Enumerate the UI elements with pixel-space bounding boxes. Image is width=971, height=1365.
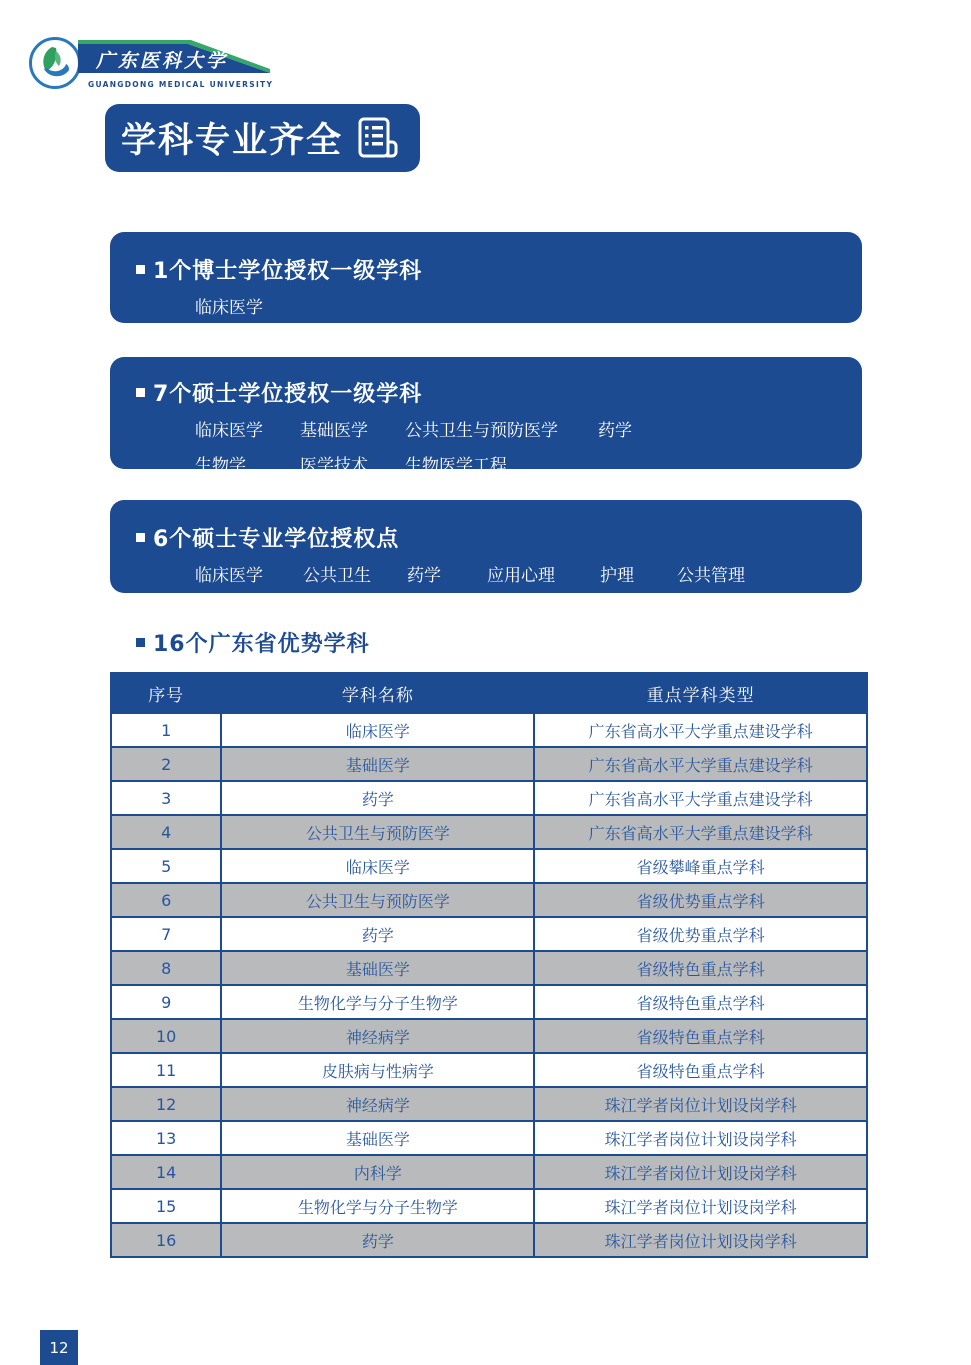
table-row: [111, 951, 867, 985]
logo-leaf-icon: [35, 43, 75, 83]
table-cell: 广东省高水平大学重点建设学科: [534, 713, 867, 747]
table-row: [111, 1053, 867, 1087]
table-cell: 基础医学: [221, 951, 534, 985]
table-row: [111, 815, 867, 849]
square-bullet-icon: [136, 388, 145, 397]
discipline-item: 应用心理: [487, 566, 555, 586]
discipline-item: 生物学: [195, 456, 246, 476]
table-cell: 临床医学: [221, 713, 534, 747]
table-cell: 11: [111, 1053, 221, 1087]
table-cell: 9: [111, 985, 221, 1019]
table-row: [111, 1087, 867, 1121]
table-cell: 省级攀峰重点学科: [534, 849, 867, 883]
key-disciplines-table: [110, 672, 868, 1258]
table-row: [111, 1155, 867, 1189]
box-header: [110, 357, 862, 408]
box-title: 7个硕士学位授权一级学科: [153, 382, 423, 407]
table-cell: 广东省高水平大学重点建设学科: [534, 815, 867, 849]
university-name-en: GUANGDONG MEDICAL UNIVERSITY: [88, 80, 274, 89]
table-row: [111, 849, 867, 883]
box-item-row: [195, 416, 862, 441]
table-cell: 基础医学: [221, 747, 534, 781]
page-title-banner: [105, 104, 420, 172]
table-row: [111, 985, 867, 1019]
discipline-item: 公共管理: [677, 566, 745, 586]
table-cell: 公共卫生与预防医学: [221, 883, 534, 917]
discipline-item: 临床医学: [195, 298, 263, 318]
discipline-item: 临床医学: [195, 421, 263, 441]
table-cell: 8: [111, 951, 221, 985]
university-logo: [29, 37, 81, 89]
discipline-item: 公共卫生与预防医学: [405, 421, 558, 441]
box-items: [110, 561, 862, 586]
table-cell: 皮肤病与性病学: [221, 1053, 534, 1087]
discipline-item: 生物医学工程: [405, 456, 507, 476]
discipline-item: 临床医学: [195, 566, 263, 586]
table-cell: 生物化学与分子生物学: [221, 985, 534, 1019]
table-cell: 珠江学者岗位计划设岗学科: [534, 1087, 867, 1121]
table-cell: 6: [111, 883, 221, 917]
table-row: [111, 747, 867, 781]
table-cell: 7: [111, 917, 221, 951]
box-items: [110, 416, 862, 476]
table-row: [111, 1189, 867, 1223]
table-cell: 内科学: [221, 1155, 534, 1189]
table-cell: 16: [111, 1223, 221, 1257]
table-cell: 省级优势重点学科: [534, 917, 867, 951]
table-cell: 广东省高水平大学重点建设学科: [534, 747, 867, 781]
page-number-badge: [40, 1330, 78, 1365]
table-cell: 神经病学: [221, 1019, 534, 1053]
table-cell: 省级特色重点学科: [534, 1019, 867, 1053]
discipline-item: 护理: [600, 566, 634, 586]
box-header: [110, 500, 862, 553]
table-cell: 省级特色重点学科: [534, 985, 867, 1019]
table-row: [111, 781, 867, 815]
discipline-item: 公共卫生: [303, 566, 371, 586]
box-header: [110, 232, 862, 285]
table-cell: 13: [111, 1121, 221, 1155]
table-header: [111, 673, 867, 713]
discipline-item: 药学: [598, 421, 632, 441]
table-cell: 神经病学: [221, 1087, 534, 1121]
table-cell: 15: [111, 1189, 221, 1223]
table-cell: 省级特色重点学科: [534, 951, 867, 985]
discipline-item: 药学: [407, 566, 441, 586]
table-cell: 临床医学: [221, 849, 534, 883]
section-title: 16个广东省优势学科: [153, 632, 370, 657]
doctoral-discipline-box: [110, 232, 862, 323]
professional-degree-box: [110, 500, 862, 593]
table-row: [111, 1019, 867, 1053]
table-cell: 珠江学者岗位计划设岗学科: [534, 1121, 867, 1155]
box-title: 1个博士学位授权一级学科: [153, 259, 423, 284]
box-item-row: [195, 451, 862, 476]
page-title: 学科专业齐全: [121, 121, 344, 161]
table-cell: 1: [111, 713, 221, 747]
square-bullet-icon: [136, 638, 145, 647]
square-bullet-icon: [136, 265, 145, 274]
discipline-item: 医学技术: [300, 456, 368, 476]
box-items: [110, 293, 862, 318]
discipline-item: 基础医学: [300, 421, 368, 441]
table-cell: 4: [111, 815, 221, 849]
table-cell: 省级特色重点学科: [534, 1053, 867, 1087]
table-cell: 5: [111, 849, 221, 883]
box-item-row: [195, 293, 862, 318]
table-row: [111, 713, 867, 747]
table-cell: 药学: [221, 917, 534, 951]
table-cell: 12: [111, 1087, 221, 1121]
table-cell: 珠江学者岗位计划设岗学科: [534, 1155, 867, 1189]
table-cell: 10: [111, 1019, 221, 1053]
table-cell: 2: [111, 747, 221, 781]
box-item-row: [195, 561, 862, 586]
table-cell: 生物化学与分子生物学: [221, 1189, 534, 1223]
section-heading: [136, 627, 370, 658]
table-column-header: 重点学科类型: [534, 673, 867, 713]
table-cell: 基础医学: [221, 1121, 534, 1155]
table-cell: 3: [111, 781, 221, 815]
table-cell: 14: [111, 1155, 221, 1189]
table-cell: 药学: [221, 781, 534, 815]
table-cell: 公共卫生与预防医学: [221, 815, 534, 849]
table-row: [111, 883, 867, 917]
table-cell: 珠江学者岗位计划设岗学科: [534, 1223, 867, 1257]
university-name-zh: 广东医科大学: [96, 50, 229, 72]
box-title: 6个硕士专业学位授权点: [153, 527, 400, 552]
master-discipline-box: [110, 357, 862, 476]
table-cell: 广东省高水平大学重点建设学科: [534, 781, 867, 815]
table-row: [111, 1121, 867, 1155]
table-row: [111, 1223, 867, 1257]
table-column-header: 学科名称: [221, 673, 534, 713]
table-column-header: 序号: [111, 673, 221, 713]
table-row: [111, 917, 867, 951]
table-cell: 药学: [221, 1223, 534, 1257]
table-cell: 省级优势重点学科: [534, 883, 867, 917]
document-list-icon: [355, 116, 401, 160]
square-bullet-icon: [136, 533, 145, 542]
table-cell: 珠江学者岗位计划设岗学科: [534, 1189, 867, 1223]
page-number: 12: [49, 1338, 69, 1357]
